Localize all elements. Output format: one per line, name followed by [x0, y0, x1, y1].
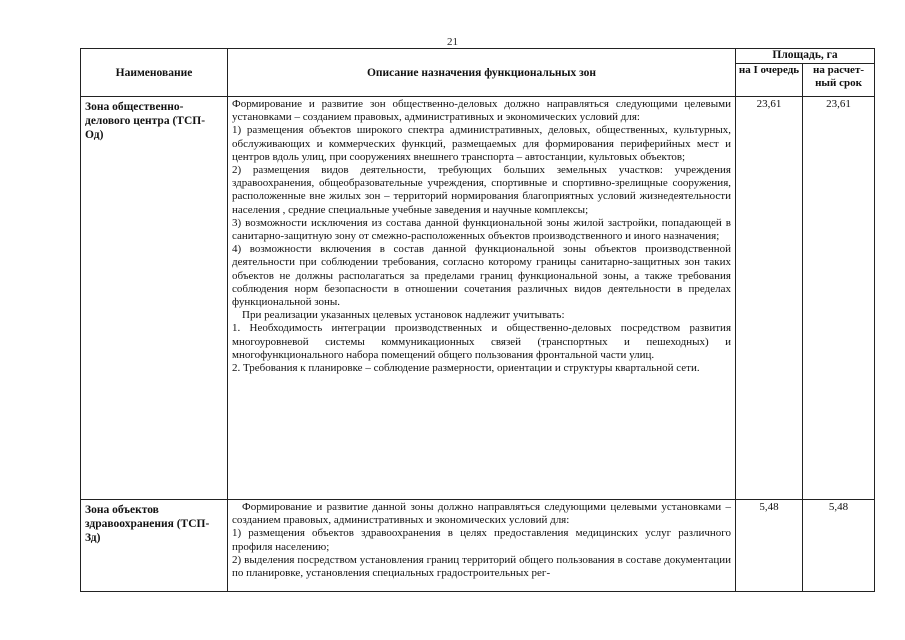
zone-name: Зона объектов здравоохранения (ТСП-Зд): [81, 500, 228, 592]
description-paragraph: Формирование и развитие зон общественно-деловых должно направляться следующими целевыми установками – созданием правовых, административных и экономических условий для:: [232, 98, 731, 124]
header-stage1: на I очередь: [736, 64, 803, 97]
area-calc-period-value: 5,48: [803, 500, 875, 592]
description-paragraph: 2) выделения посредством установления границ территорий общего пользования в составе документации по планировке, установления специальных градостроительных рег-: [232, 553, 731, 580]
header-description: Описание назначения функциональных зон: [228, 49, 736, 97]
description-paragraph: Формирование и развитие данной зоны должно направляться следующими целевыми установками – созданием правовых, административных и экономических условий для:: [232, 501, 731, 527]
area-calc-period-value: 23,61: [803, 97, 875, 500]
zone-description: [228, 97, 736, 500]
zone-description: [228, 500, 736, 592]
functional-zones-table: [80, 48, 875, 592]
header-name: Наименование: [81, 49, 228, 97]
description-paragraph: 2. Требования к планировке – соблюдение размерности, ориентации и структуры квартальной сети.: [232, 362, 700, 375]
table-row: [81, 500, 875, 592]
page-number: 21: [447, 36, 458, 48]
description-paragraph: 4) возможности включения в состав данной функциональной зоны объектов производственной деятельности при соблюдении требования, согласно которому границы санитарно-защитных зон таких объектов не должны располагаться за пределами границ функциональной зоны, а также требования соблюдения норм безопасности в отношении сочетания различных видов деятельности в пределах функциональной зоны.: [232, 243, 731, 309]
description-paragraph: 2) размещения видов деятельности, требующих больших земельных участков: учреждения здравоохранения, общеобразовательные учреждения, спортивные и спортивно-зрелищные сооружения, расположенные вне жилых зон – территорий нормирования благоприятных условий жизнедеятельности населения , средние специальные учебные заведения и научные комплексы;: [232, 164, 731, 216]
description-paragraph: 1) размещения объектов здравоохранения в целях предоставления медицинских услуг различного профиля населению;: [232, 527, 731, 553]
header-area: Площадь, га: [736, 49, 875, 64]
area-stage1-value: 23,61: [736, 97, 803, 500]
area-stage1-value: 5,48: [736, 500, 803, 592]
description-paragraph: 1. Необходимость интеграции производственных и общественно-деловых посредством развития многоуровневой системы коммуникационных связей (транспортных и пешеходных) и многофункционального набора помещений общего пользования фронтальной части улиц.: [232, 322, 731, 361]
description-paragraph: 3) возможности исключения из состава данной функциональной зоны жилой застройки, попадающей в санитарно-защитную зону от смежно-расположенных объектов производственного и иного назначения;: [232, 216, 731, 243]
description-paragraph: При реализации указанных целевых установок надлежит учитывать:: [242, 309, 565, 322]
header-calc-period: на расчет-ный срок: [803, 64, 875, 97]
zone-name: Зона общественно-делового центра (ТСП-Од): [81, 97, 228, 500]
table-row: [81, 97, 875, 500]
description-paragraph: 1) размещения объектов широкого спектра административных, деловых, общественных, культурных, обслуживающих и коммерческих функций, размещаемых для формирования периферийных мест и центров вдоль улиц, при сооружениях внешнего транспорта – автостанции, культовых объектов;: [232, 124, 731, 163]
